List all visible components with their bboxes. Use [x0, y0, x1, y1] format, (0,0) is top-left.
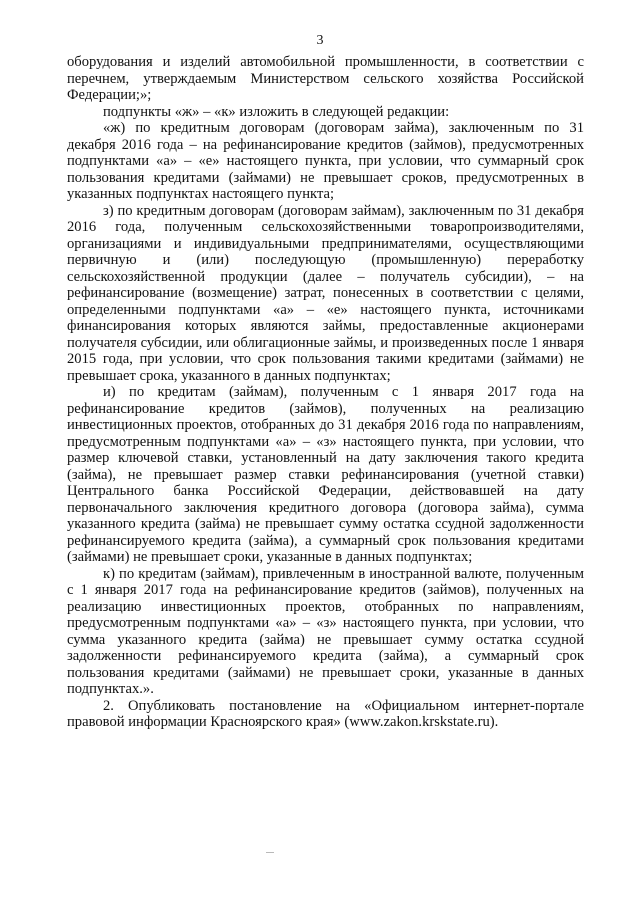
paragraph-subitems-intro: подпункты «ж» – «к» изложить в следующей редакции:: [103, 103, 450, 120]
paragraph-subitem-zh: «ж) по кредитным договорам (договорам займа), заключенным по 31 декабря 2016 года – на рефинансирование кредитов (займов), предусмотренных подпунктами «а» – «е» настоящего пункта, при условии, что суммарный срок пользования кредитами (займами) не превышает сроков, предусмотренных в указанных подпунктах настоящего пункта;: [67, 120, 584, 202]
paragraph-subitem-i: и) по кредитам (займам), полученным с 1 января 2017 года на рефинансирование кредитов (займов), полученных на реализацию инвестиционных проектов, отобранных до 31 декабря 2016 года по направлениям, предусмотренным подпунктами «а» – «з» настоящего пункта, при условии, что размер ключевой ставки, установленный на дату заключения такого кредита (займа), не превышает размер ставки рефинансирования (учетной ставки) Центрального банка Российской Федерации, действовавшей на дату первоначального заключения кредитного договора (договора займа), сумма указанного кредита (займа) не превышает сумму остатка ссудной задолженности рефинансируемого кредита (займа), а суммарный срок пользования кредитами (займами) не превышает сроки, указанные в данных подпунктах;: [67, 384, 584, 565]
paragraph-publication: 2. Опубликовать постановление на «Официальном интернет-портале правовой информации Красноярского края» (www.zakon.krskstate.ru).: [67, 697, 584, 730]
page-number: 3: [316, 33, 324, 48]
paragraph-subitem-z: з) по кредитным договорам (договорам займам), заключенным по 31 декабря 2016 года, полученным сельскохозяйственными товаропроизводителями, организациями и индивидуальными предпринимателями, осуществляющими первичную и (или) последующую (промышленную) переработку сельскохозяйственной продукции (далее – получатель субсидии), – на рефинансирование (возмещение) затрат, понесенных в соответствии с целями, определенными подпунктами «а» – «е» настоящего пункта, источниками финансирования которых являются займы, предоставленные акционерами получателя субсидии, или облигационные займы, и произведенных после 1 января 2015 года, при условии, что срок пользования такими кредитами (займами) не превышает срока, указанного в данных подпунктах;: [67, 202, 584, 384]
document-body: [67, 54, 584, 731]
paragraph-subitem-k: к) по кредитам (займам), привлеченным в иностранной валюте, полученным с 1 января 2017 года на рефинансирование кредитов (займов), полученных на реализацию инвестиционных проектов, отобранных по направлениям, предусмотренным подпунктами «а» – «з» настоящего пункта, при условии, что сумма указанного кредита (займа) не превышает сумму остатка ссудной задолженности рефинансируемого кредита (займа), а суммарный срок пользования кредитами (займами) не превышает сроки, указанные в данных подпунктах.».: [67, 565, 584, 697]
paragraph-continuation: оборудования и изделий автомобильной промышленности, в соответствии с перечнем, утверждаемым Министерством сельского хозяйства Российской Федерации;»;: [67, 54, 584, 103]
scan-artifact: [266, 852, 274, 853]
